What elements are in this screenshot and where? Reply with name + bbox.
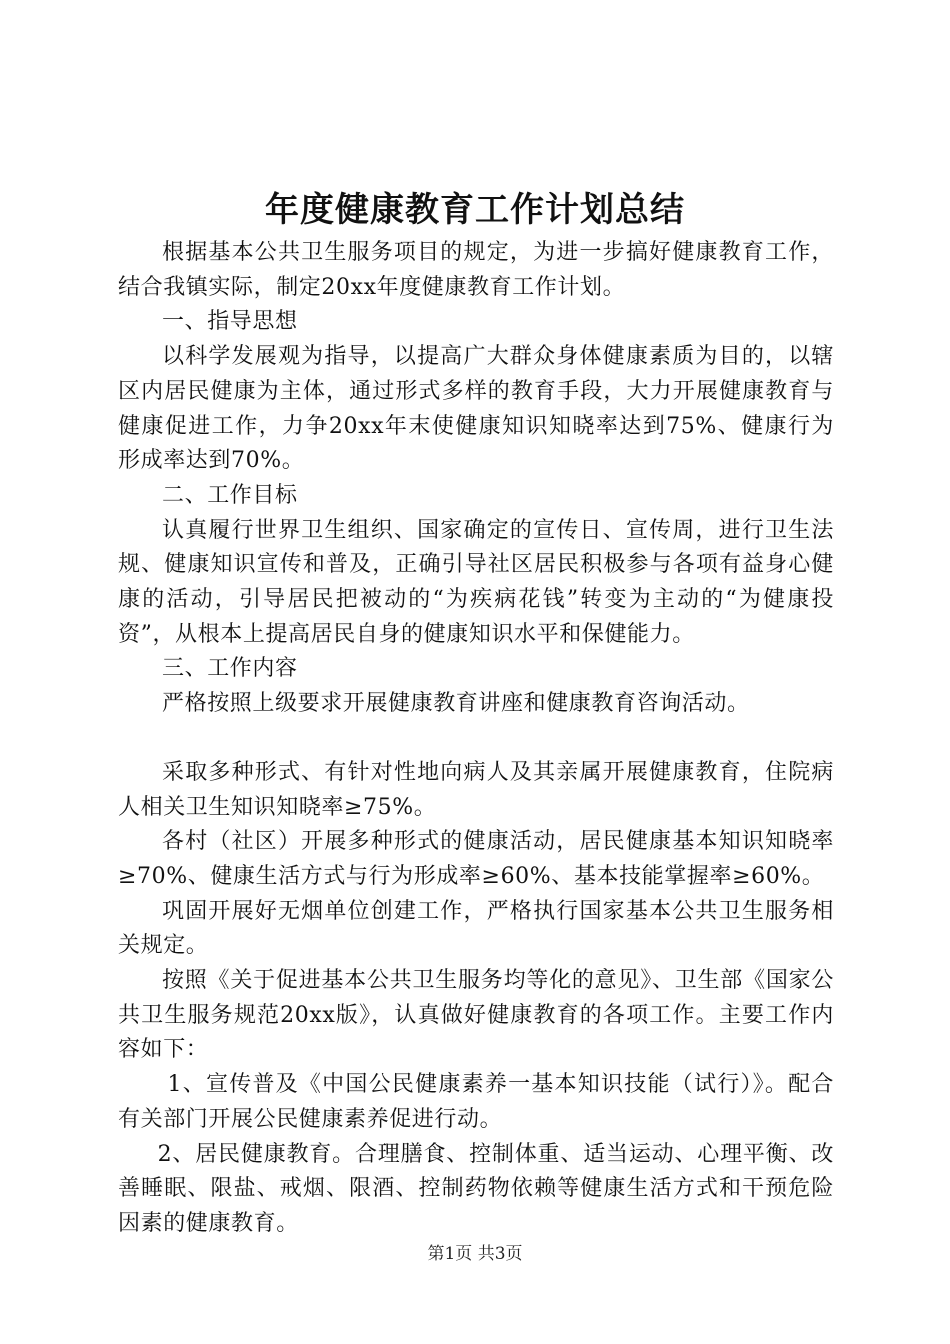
work-content-paragraph-standards: 按照《关于促进基本公共卫生服务均等化的意见》、卫生部《国家公共卫生服务规范20xx版》，认真做好健康教育的各项工作。主要工作内容如下：	[118, 968, 834, 1063]
section-heading-guiding-ideology: 一、指导思想	[162, 309, 298, 335]
document-title: 年度健康教育工作计划总结	[265, 190, 685, 230]
intro-paragraph: 根据基本公共卫生服务项目的规定，为进一步搞好健康教育工作，结合我镇实际，制定20xx年度健康教育工作计划。	[118, 240, 834, 300]
list-item-resident-education: 2、居民健康教育。合理膳食、控制体重、适当运动、心理平衡、改善睡眠、限盐、戒烟、限酒、控制药物依赖等健康生活方式和干预危险因素的健康教育。	[118, 1141, 834, 1236]
work-content-paragraph-villages: 各村（社区）开展多种形式的健康活动，居民健康基本知识知晓率≥70%、健康生活方式与行为形成率≥60%、基本技能掌握率≥60%。	[118, 829, 834, 889]
guiding-ideology-paragraph: 以科学发展观为指导，以提高广大群众身体健康素质为目的，以辖区内居民健康为主体，通过形式多样的教育手段，大力开展健康教育与健康促进工作，力争20xx年末使健康知识知晓率达到75%、健康行为形成率达到70%。	[118, 344, 834, 474]
work-content-paragraph-smoke-free: 巩固开展好无烟单位创建工作，严格执行国家基本公共卫生服务相关规定。	[118, 898, 834, 959]
page-number-footer: 第1页 共3页	[427, 1244, 523, 1264]
work-content-paragraph-lectures: 严格按照上级要求开展健康教育讲座和健康教育咨询活动。	[162, 691, 750, 717]
section-heading-work-goals: 二、工作目标	[162, 482, 298, 508]
document-body	[118, 236, 834, 1242]
list-item-health-literacy: 1、宣传普及《中国公民健康素养一基本知识技能（试行）》。配合有关部门开展公民健康素养促进行动。	[118, 1072, 834, 1132]
section-heading-work-content: 三、工作内容	[162, 656, 298, 682]
work-goals-paragraph: 认真履行世界卫生组织、国家确定的宣传日、宣传周，进行卫生法规、健康知识宣传和普及，正确引导社区居民积极参与各项有益身心健康的活动，引导居民把被动的“为疾病花钱”转变为主动的“为健康投资”，从根本上提高居民自身的健康知识水平和保健能力。	[118, 517, 834, 647]
work-content-paragraph-patients: 采取多种形式、有针对性地向病人及其亲属开展健康教育，住院病人相关卫生知识知晓率≥75%。	[118, 759, 834, 820]
